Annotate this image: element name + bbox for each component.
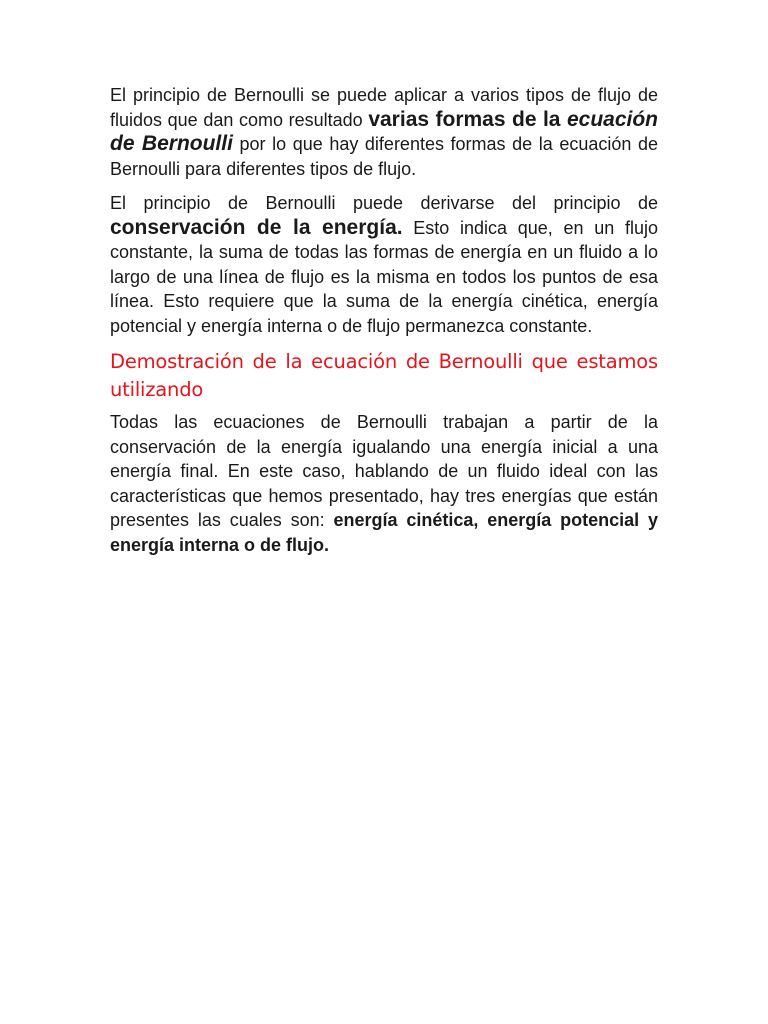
- section-heading: Demostración de la ecuación de Bernoulli que estamos utilizando: [110, 350, 658, 401]
- paragraph2-text-a: El principio de Bernoulli puede derivarse del principio de: [110, 193, 658, 213]
- paragraph-energy-conservation: [110, 191, 658, 338]
- paragraph2-emphasis-conservation: conservación de la energía.: [110, 215, 403, 239]
- paragraph2-text-b: Esto indica que, en un flujo constante, la suma de todas las formas de energía en un fluido a lo largo de una línea de flujo es la misma en todos los puntos de esa línea. Esto requiere que la suma de la energía cinética, energía potencial y energía interna o de flujo permanezca constante.: [110, 217, 659, 336]
- paragraph1-emphasis-equation: ecuación de Bernoulli: [110, 107, 659, 155]
- paragraph1-text-a: El principio de Bernoulli se puede aplicar a varios tipos de flujo de fluidos que dan como resultado: [110, 85, 658, 130]
- paragraph3-text-a: Todas las ecuaciones de Bernoulli trabajan a partir de la conservación de la energía igualando una energía inicial a una energía final. En este caso, hablando de un fluido ideal con las características que hemos presentado, hay tres energías que están presentes las cuales son:: [110, 412, 658, 530]
- paragraph-bernoulli-applications: [110, 83, 658, 181]
- paragraph1-text-b: por lo que hay diferentes formas de la ecuación de Bernoulli para diferentes tipos de flujo.: [110, 134, 658, 179]
- paragraph1-emphasis-forms: varias formas de la: [368, 107, 567, 131]
- paragraph3-emphasis-energies: energía cinética, energía potencial y energía interna o de flujo.: [110, 510, 658, 555]
- document-page: [110, 83, 658, 567]
- paragraph-bernoulli-energies: [110, 410, 658, 557]
